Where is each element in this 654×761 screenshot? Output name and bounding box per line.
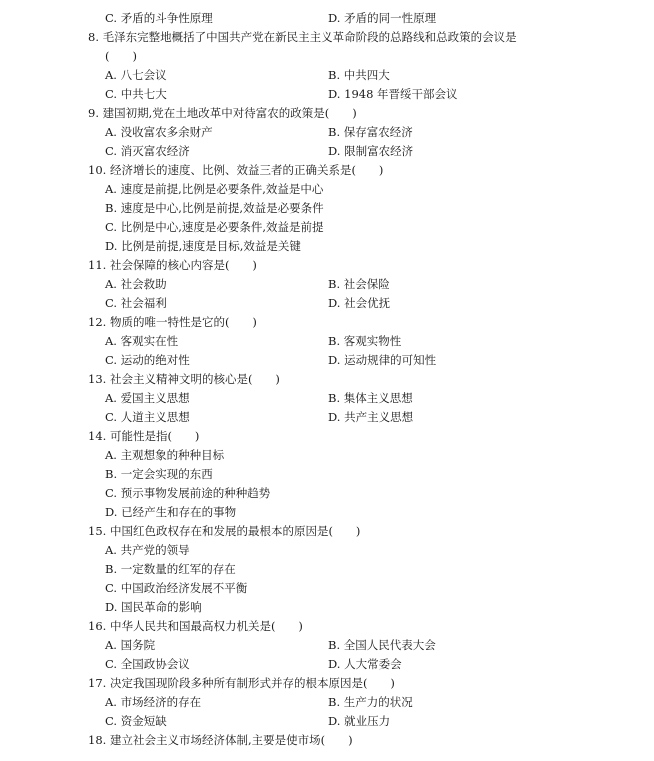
option-row <box>88 142 608 161</box>
option-text: C. 预示事物发展前途的种种趋势 <box>105 486 271 500</box>
question-stem <box>88 522 608 541</box>
option-line <box>88 484 608 503</box>
option-right: D. 共产主义思想 <box>328 410 414 424</box>
option-line <box>88 180 608 199</box>
question-stem <box>88 256 608 275</box>
option-row <box>88 66 608 85</box>
option-right: D. 矛盾的同一性原理 <box>328 11 437 25</box>
option-row <box>88 693 608 712</box>
option-row <box>88 85 608 104</box>
exam-question-list <box>88 9 608 750</box>
question-text: 12. 物质的唯一特性是它的( ) <box>88 315 257 329</box>
option-line <box>88 503 608 522</box>
option-left: A. 客观实在性 <box>105 334 179 348</box>
option-line <box>88 237 608 256</box>
option-line <box>88 218 608 237</box>
question-stem <box>88 731 608 750</box>
option-left: A. 爱国主义思想 <box>105 391 190 405</box>
option-row <box>88 351 608 370</box>
option-row <box>88 655 608 674</box>
option-left: A. 八七会议 <box>105 68 167 82</box>
option-text: D. 已经产生和存在的事物 <box>105 505 237 519</box>
option-row <box>88 9 608 28</box>
question-stem <box>88 313 608 332</box>
option-line <box>88 598 608 617</box>
option-row <box>88 294 608 313</box>
option-text: D. 比例是前提,速度是目标,效益是关键 <box>105 239 301 253</box>
question-stem <box>88 104 608 123</box>
option-text: B. 一定数量的红军的存在 <box>105 562 236 576</box>
option-left: A. 社会救助 <box>105 277 167 291</box>
question-stem <box>88 427 608 446</box>
option-text: C. 比例是中心,速度是必要条件,效益是前提 <box>105 220 324 234</box>
answer-blank-line <box>88 47 608 66</box>
option-right: B. 社会保险 <box>328 277 390 291</box>
option-right: D. 人大常委会 <box>328 657 402 671</box>
option-row <box>88 275 608 294</box>
option-right: B. 全国人民代表大会 <box>328 638 436 652</box>
option-left: A. 国务院 <box>105 638 156 652</box>
option-left: C. 人道主义思想 <box>105 410 190 424</box>
question-text: 9. 建国初期,党在土地改革中对待富农的政策是( ) <box>88 106 357 120</box>
option-text: D. 国民革命的影响 <box>105 600 202 614</box>
option-left: C. 全国政协会议 <box>105 657 190 671</box>
option-right: B. 保存富农经济 <box>328 125 413 139</box>
question-text: 8. 毛泽东完整地概括了中国共产党在新民主主义革命阶段的总路线和总政策的会议是 <box>88 30 517 44</box>
option-right: B. 中共四大 <box>328 68 390 82</box>
option-row <box>88 636 608 655</box>
option-row <box>88 123 608 142</box>
option-left: A. 没收富农多余财产 <box>105 125 213 139</box>
option-right: B. 集体主义思想 <box>328 391 413 405</box>
option-left: C. 矛盾的斗争性原理 <box>105 11 213 25</box>
question-text: 11. 社会保障的核心内容是( ) <box>88 258 257 272</box>
answer-blank: ( ) <box>105 49 137 63</box>
question-stem <box>88 674 608 693</box>
option-right: D. 限制富农经济 <box>328 144 414 158</box>
option-left: C. 消灭富农经济 <box>105 144 190 158</box>
question-text: 17. 决定我国现阶段多种所有制形式并存的根本原因是( ) <box>88 676 395 690</box>
question-text: 18. 建立社会主义市场经济体制,主要是使市场( ) <box>88 733 353 747</box>
question-text: 15. 中国红色政权存在和发展的最根本的原因是( ) <box>88 524 361 538</box>
option-row <box>88 408 608 427</box>
option-line <box>88 465 608 484</box>
option-left: A. 市场经济的存在 <box>105 695 202 709</box>
option-line <box>88 541 608 560</box>
option-text: C. 中国政治经济发展不平衡 <box>105 581 248 595</box>
option-left: C. 资金短缺 <box>105 714 167 728</box>
option-text: A. 速度是前提,比例是必要条件,效益是中心 <box>105 182 324 196</box>
option-left: C. 社会福利 <box>105 296 167 310</box>
option-text: A. 共产党的领导 <box>105 543 190 557</box>
option-left: C. 运动的绝对性 <box>105 353 190 367</box>
question-stem <box>88 617 608 636</box>
option-right: B. 客观实物性 <box>328 334 402 348</box>
question-stem <box>88 28 608 47</box>
option-right: D. 1948 年晋绥干部会议 <box>328 87 458 101</box>
option-text: A. 主观想象的种种目标 <box>105 448 225 462</box>
option-row <box>88 389 608 408</box>
option-text: B. 速度是中心,比例是前提,效益是必要条件 <box>105 201 324 215</box>
question-text: 10. 经济增长的速度、比例、效益三者的正确关系是( ) <box>88 163 384 177</box>
option-right: D. 运动规律的可知性 <box>328 353 437 367</box>
option-line <box>88 446 608 465</box>
question-stem <box>88 161 608 180</box>
option-line <box>88 199 608 218</box>
question-text: 13. 社会主义精神文明的核心是( ) <box>88 372 280 386</box>
option-row <box>88 712 608 731</box>
question-stem <box>88 370 608 389</box>
question-text: 14. 可能性是指( ) <box>88 429 200 443</box>
option-right: D. 社会优抚 <box>328 296 391 310</box>
question-text: 16. 中华人民共和国最高权力机关是( ) <box>88 619 303 633</box>
option-right: D. 就业压力 <box>328 714 391 728</box>
option-line <box>88 579 608 598</box>
option-left: C. 中共七大 <box>105 87 167 101</box>
option-row <box>88 332 608 351</box>
option-right: B. 生产力的状况 <box>328 695 413 709</box>
option-line <box>88 560 608 579</box>
option-text: B. 一定会实现的东西 <box>105 467 213 481</box>
